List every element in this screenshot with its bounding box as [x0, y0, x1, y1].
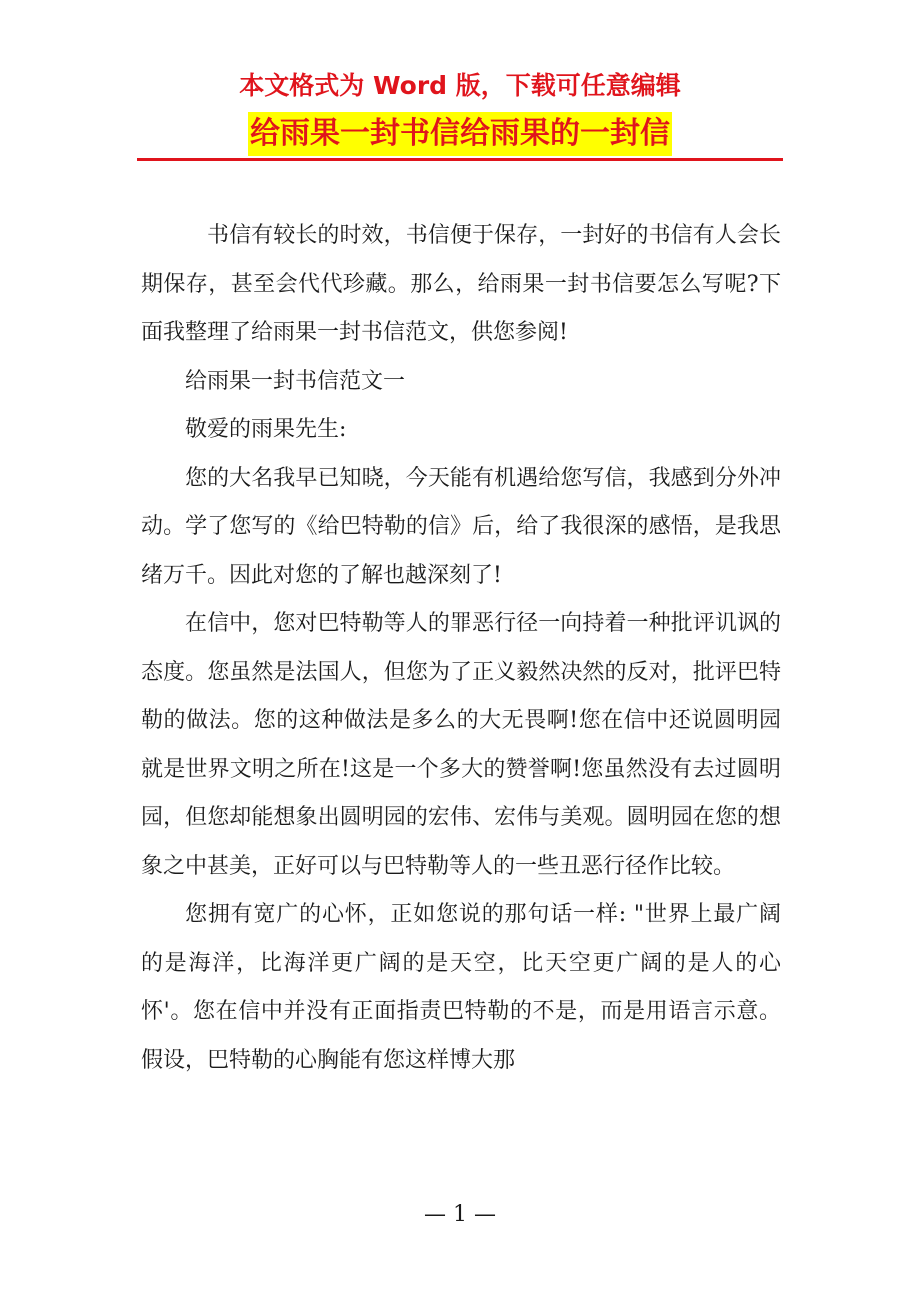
document-body	[141, 212, 781, 1085]
page-number: — 1 —	[424, 1202, 496, 1227]
intro-paragraph: 书信有较长的时效，书信便于保存，一封好的书信有人会长期保存，甚至会代代珍藏。那么，给雨果一封书信要怎么写呢?下面我整理了给雨果一封书信范文，供您参阅!	[141, 223, 781, 345]
title-block	[0, 112, 920, 156]
title-underline-rule	[137, 158, 783, 161]
document-title: 给雨果一封书信给雨果的一封信	[248, 112, 672, 156]
body-paragraph: 在信中，您对巴特勒等人的罪恶行径一向持着一种批评讥讽的态度。您虽然是法国人，但您为了正义毅然决然的反对，批评巴特勒的做法。您的这种做法是多么的大无畏啊!您在信中还说圆明园就是世界文明之所在!这是一个多大的赞誉啊!您虽然没有去过圆明园，但您却能想象出圆明园的宏伟、宏伟与美观。圆明园在您的想象之中甚美，正好可以与巴特勒等人的一些丑恶行径作比较。	[141, 611, 781, 879]
format-notice: 本文格式为 Word 版，下载可任意编辑	[239, 71, 681, 100]
letter-salutation: 敬爱的雨果先生:	[185, 417, 347, 442]
body-paragraph: 您的大名我早已知晓，今天能有机遇给您写信，我感到分外冲动。学了您写的《给巴特勒的信》后，给了我很深的感悟，是我思绪万千。因此对您的了解也越深刻了!	[141, 465, 781, 588]
body-paragraph: 您拥有宽广的心怀，正如您说的那句话一样: "世界上最广阔的是海洋，比海洋更广阔的是天空，比天空更广阔的是人的心怀'。您在信中并没有正面指责巴特勒的不是，而是用语言示意。假设，巴特勒的心胸能有您这样博大那	[141, 902, 781, 1073]
section-heading: 给雨果一封书信范文一	[185, 368, 406, 394]
